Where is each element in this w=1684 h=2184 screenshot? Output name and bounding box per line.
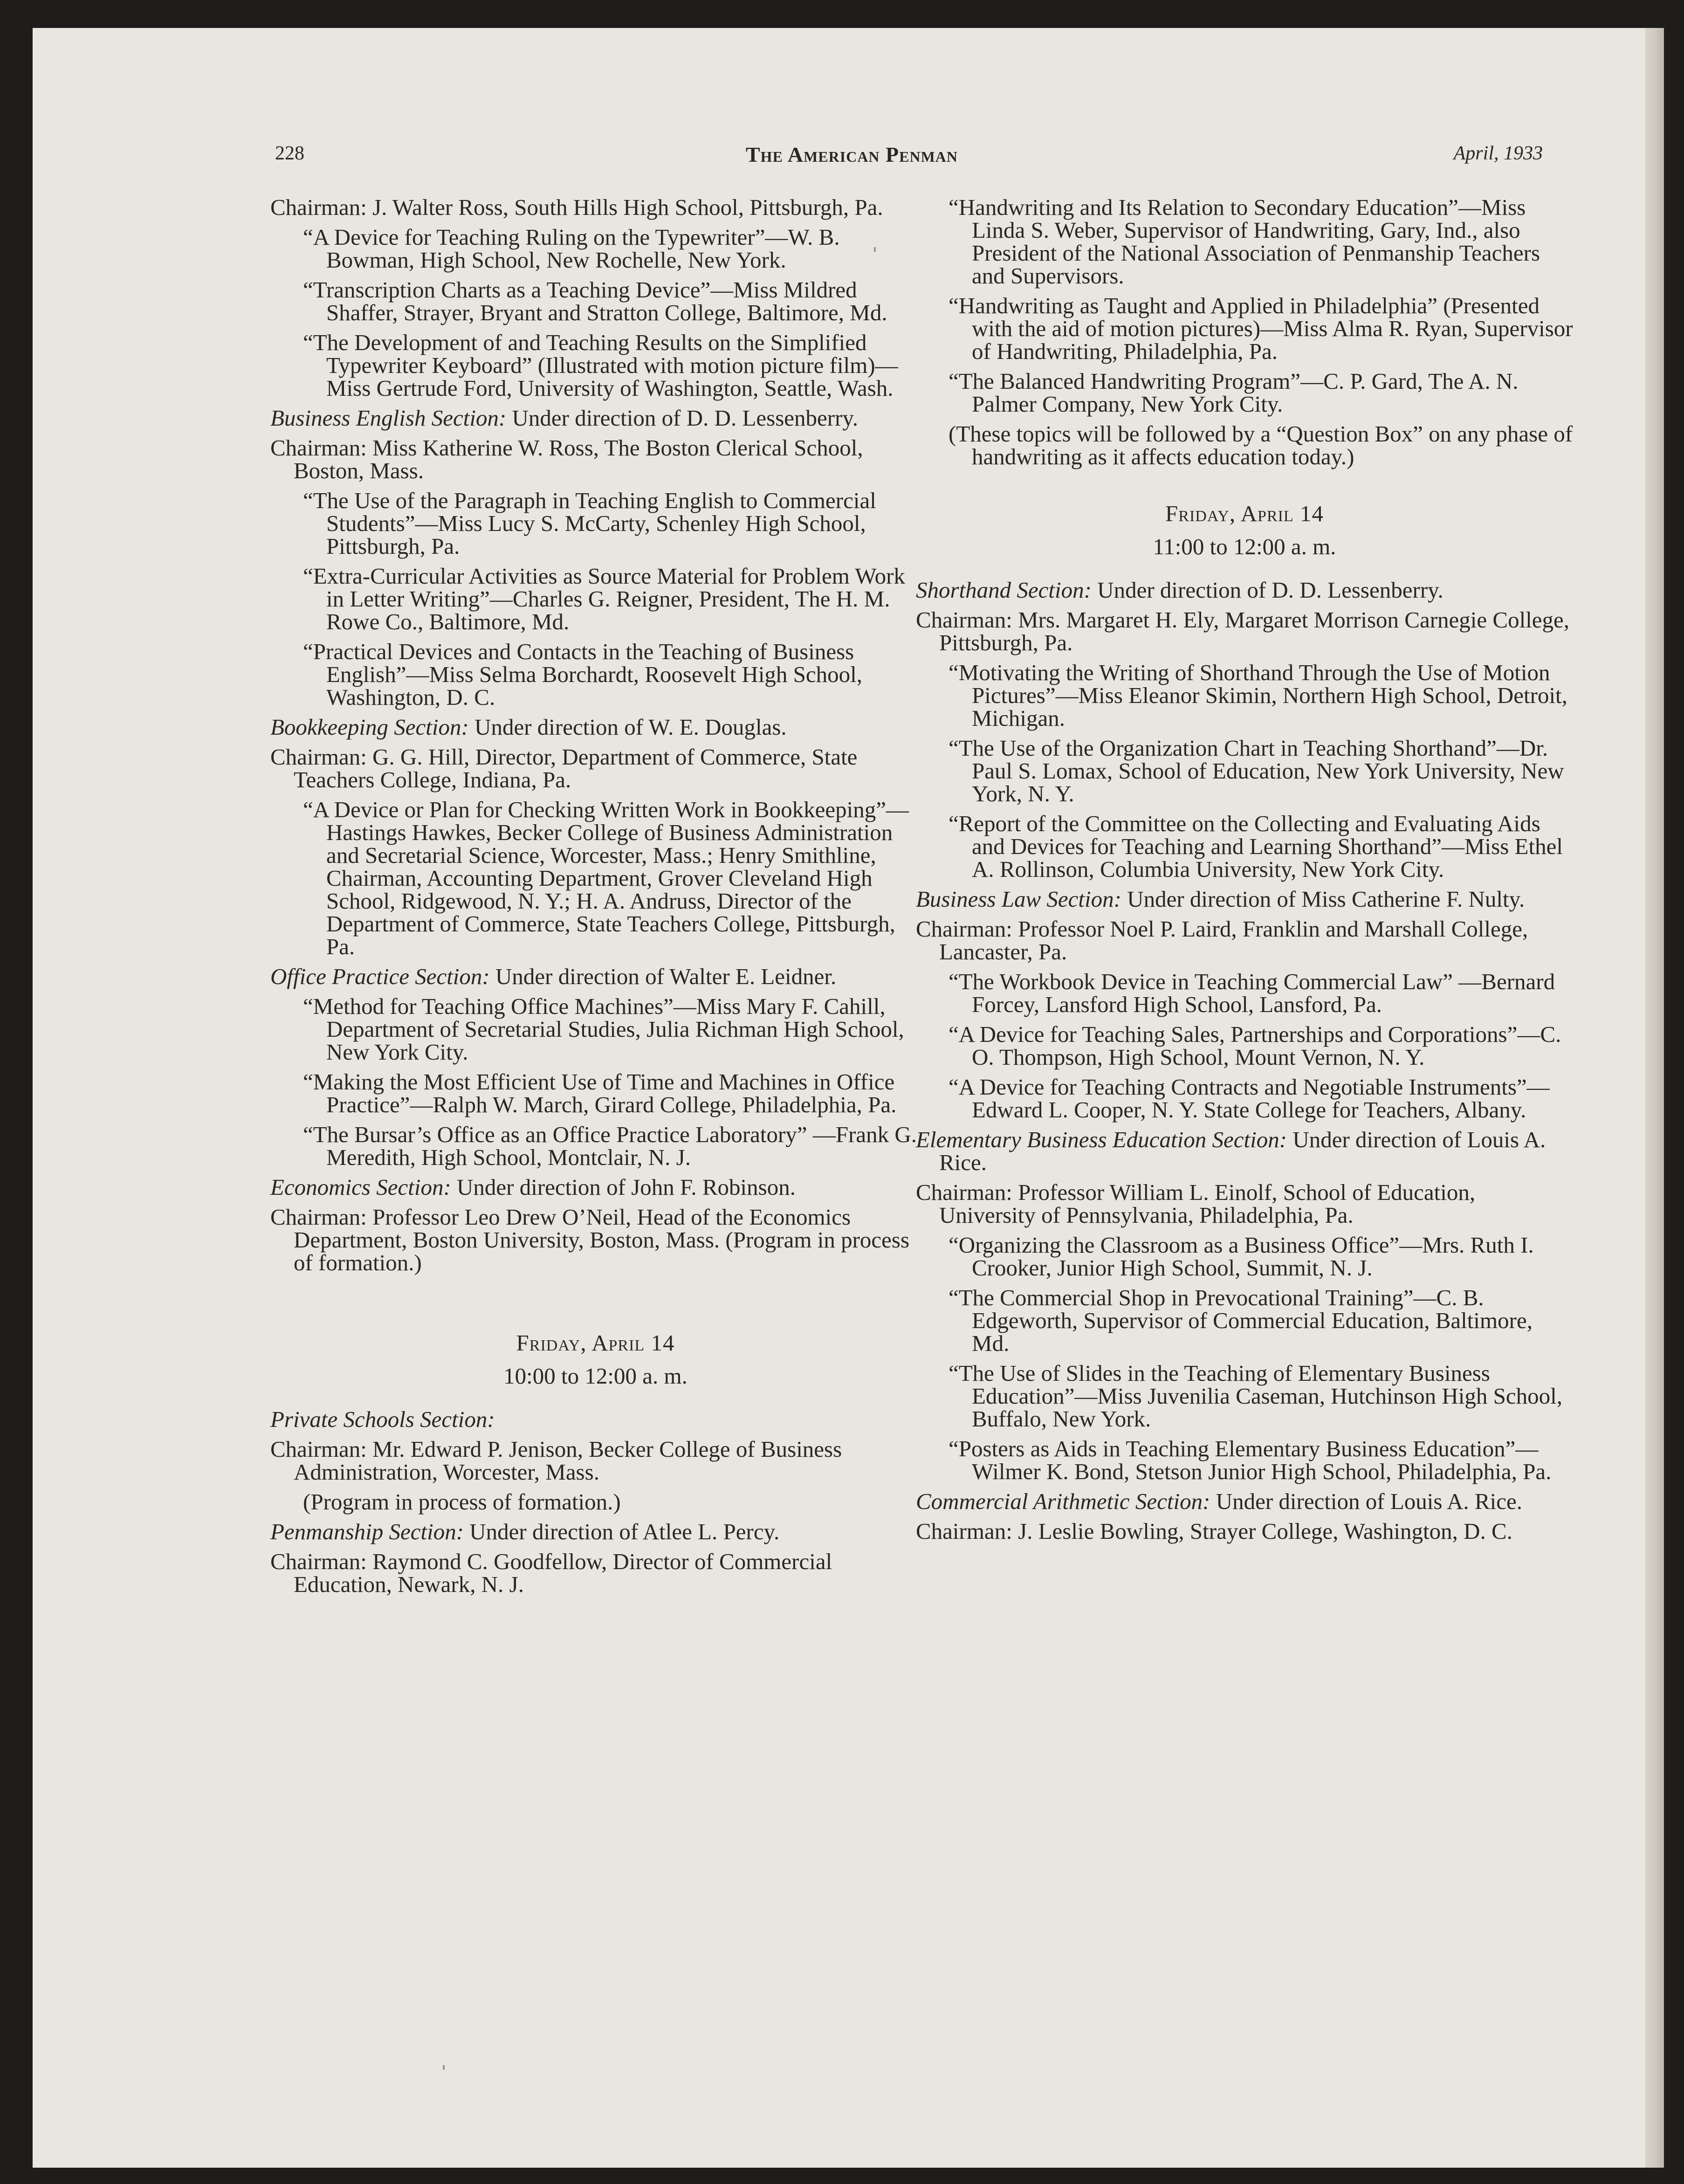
program-item: “The Use of the Paragraph in Teaching English to Commercial Students”—Miss Lucy S. McCarty, Schenley High School, Pittsburgh, Pa.: [303, 488, 876, 559]
program-item: “Practical Devices and Contacts in the Teaching of Business English”—Miss Selma Borchardt, Roosevelt High School, Washington, D. C.: [303, 639, 863, 710]
section-direction: Under direction of D. D. Lessenberry.: [506, 405, 858, 431]
program-item: “A Device for Teaching Sales, Partnerships and Corporations”—C. O. Thompson, High School, Mount Vernon, N. Y.: [949, 1021, 1561, 1070]
program-item: “The Development of and Teaching Results on the Simplified Typewriter Keyboard” (Illustrated with motion picture film)—Miss Gertrude Ford, University of Washington, Seattle, Wash.: [303, 330, 898, 401]
section-heading: [916, 888, 1573, 910]
day-date: Friday, April 14: [1165, 501, 1324, 526]
program-item: “The Balanced Handwriting Program”—C. P. Gard, The A. N. Palmer Company, New York City.: [949, 368, 1519, 417]
section-name: Economics Section:: [270, 1174, 451, 1200]
section-direction: Under direction of D. D. Lessenberry.: [1091, 577, 1443, 603]
section-name: Commercial Arithmetic Section:: [916, 1488, 1210, 1514]
section-heading: [916, 1490, 1573, 1513]
chairman-line: Chairman: Professor Leo Drew O’Neil, Head of the Economics Department, Boston University, Boston, Mass. (Program in process of formation.): [270, 1204, 910, 1275]
section-direction: Under direction of Louis A. Rice.: [1210, 1488, 1522, 1514]
section-direction: Under direction of W. E. Douglas.: [468, 714, 787, 740]
program-item: “The Commercial Shop in Prevocational Training”—C. B. Edgeworth, Supervisor of Commercial Education, Baltimore, Md.: [949, 1285, 1533, 1356]
program-item: “A Device or Plan for Checking Written Work in Bookkeeping”—Hastings Hawkes, Becker College of Business Administration and Secretarial Science, Worcester, Mass.; Henry Smithline, Chairman, Accounting Department, Grover Cleveland High School, Ridgewood, N. Y.; H. A. Andruss, Director of the Department of Commerce, State Teachers College, Pittsburgh, Pa.: [303, 797, 909, 959]
page-sheet: [33, 28, 1664, 2168]
section-direction: Under direction of Atlee L. Percy.: [464, 1519, 780, 1544]
chairman-line: Chairman: Mrs. Margaret H. Ely, Margaret Morrison Carnegie College, Pittsburgh, Pa.: [916, 607, 1570, 655]
program-item: “Extra-Curricular Activities as Source Material for Problem Work in Letter Writing”—Charles G. Reigner, President, The H. M. Rowe Co., Baltimore, Md.: [303, 563, 905, 634]
chairman-line: Chairman: G. G. Hill, Director, Department of Commerce, State Teachers College, Indiana, Pa.: [270, 744, 858, 792]
section-direction: Under direction of Miss Catherine F. Nulty.: [1121, 886, 1525, 912]
program-item: “The Use of the Organization Chart in Teaching Shorthand”—Dr. Paul S. Lomax, School of Education, New York University, New York, N. Y.: [949, 735, 1564, 806]
chairman-line: Chairman: Professor William L. Einolf, School of Education, University of Pennsylvania, Philadelphia, Pa.: [916, 1179, 1476, 1228]
section-name: Business Law Section:: [916, 886, 1121, 912]
program-item: “The Workbook Device in Teaching Commercial Law” —Bernard Forcey, Lansford High School, Lansford, Pa.: [949, 969, 1555, 1017]
section-name: Penmanship Section:: [270, 1519, 464, 1544]
issue-date: April, 1933: [1453, 143, 1543, 164]
section-heading: [270, 1176, 921, 1199]
section-heading: [270, 406, 921, 429]
day-date: Friday, April 14: [516, 1330, 675, 1356]
section-heading: [916, 1128, 1573, 1174]
right-column: [916, 196, 1573, 1550]
program-item: “Report of the Committee on the Collecting and Evaluating Aids and Devices for Teaching and Learning Shorthand”—Miss Ethel A. Rollinson, Columbia University, New York City.: [949, 811, 1563, 882]
day-heading: [270, 1330, 921, 1389]
program-item: “The Use of Slides in the Teaching of Elementary Business Education”—Miss Juvenilia Caseman, Hutchinson High School, Buffalo, New York.: [949, 1360, 1563, 1432]
chairman-line: Chairman: Professor Noel P. Laird, Franklin and Marshall College, Lancaster, Pa.: [916, 916, 1528, 965]
program-item: “Method for Teaching Office Machines”—Miss Mary F. Cahill, Department of Secretarial Studies, Julia Richman High School, New York City.: [303, 993, 904, 1065]
section-heading: [270, 716, 921, 738]
section-name: Private Schools Section:: [270, 1406, 495, 1432]
program-item: “The Bursar’s Office as an Office Practice Laboratory” —Frank G. Meredith, High School, Montclair, N. J.: [303, 1122, 917, 1170]
chairman-line: Chairman: Raymond C. Goodfellow, Director of Commercial Education, Newark, N. J.: [270, 1549, 832, 1597]
section-heading: [270, 1520, 921, 1543]
program-item: “A Device for Teaching Contracts and Negotiable Instruments”—Edward L. Cooper, N. Y. State College for Teachers, Albany.: [949, 1074, 1550, 1123]
program-item: “Motivating the Writing of Shorthand Through the Use of Motion Pictures”—Miss Eleanor Skimin, Northern High School, Detroit, Michigan.: [949, 660, 1567, 731]
paper-speck: [443, 2065, 445, 2070]
chairman-line: Chairman: J. Leslie Bowling, Strayer College, Washington, D. C.: [916, 1518, 1512, 1544]
section-heading: [916, 579, 1573, 601]
section-name: Business English Section:: [270, 405, 507, 431]
program-note: (These topics will be followed by a “Question Box” on any phase of handwriting as it affects education today.): [949, 421, 1573, 469]
day-time: 11:00 to 12:00 a. m.: [1153, 534, 1336, 559]
page-edge: [1645, 28, 1664, 2168]
section-direction: Under direction of Walter E. Leidner.: [489, 964, 837, 989]
section-heading: [270, 1408, 921, 1431]
program-item: “Transcription Charts as a Teaching Device”—Miss Mildred Shaffer, Strayer, Bryant and Stratton College, Baltimore, Md.: [303, 277, 887, 325]
page-number: 228: [275, 143, 304, 164]
left-column: [270, 196, 921, 1603]
section-direction: Under direction of John F. Robinson.: [451, 1174, 796, 1200]
section-name: Office Practice Section:: [270, 964, 490, 989]
program-item: “Posters as Aids in Teaching Elementary Business Education”—Wilmer K. Bond, Stetson Junior High School, Philadelphia, Pa.: [949, 1436, 1552, 1484]
chairman-line: Chairman: Mr. Edward P. Jenison, Becker College of Business Administration, Worcester, Mass.: [270, 1436, 842, 1485]
section-name: Elementary Business Education Section:: [916, 1127, 1287, 1152]
section-name: Shorthand Section:: [916, 577, 1092, 603]
running-title: The American Penman: [746, 143, 958, 166]
chairman-line: Chairman: J. Walter Ross, South Hills High School, Pittsburgh, Pa.: [270, 194, 883, 220]
program-item: “Handwriting as Taught and Applied in Philadelphia” (Presented with the aid of motion pictures)—Miss Alma R. Ryan, Supervisor of Handwriting, Philadelphia, Pa.: [949, 293, 1573, 364]
section-heading: [270, 965, 921, 988]
chairman-line: Chairman: Miss Katherine W. Ross, The Boston Clerical School, Boston, Mass.: [270, 435, 863, 483]
program-item: “Making the Most Efficient Use of Time and Machines in Office Practice”—Ralph W. March, Girard College, Philadelphia, Pa.: [303, 1069, 897, 1117]
section-direction: Under direction of Louis A. Rice.: [939, 1127, 1546, 1175]
program-item: “A Device for Teaching Ruling on the Typewriter”—W. B. Bowman, High School, New Rochelle, New York.: [303, 224, 840, 273]
program-item: “Organizing the Classroom as a Business Office”—Mrs. Ruth I. Crooker, Junior High School, Summit, N. J.: [949, 1232, 1534, 1281]
program-note: (Program in process of formation.): [303, 1489, 621, 1515]
paper-speck: [874, 247, 876, 252]
section-name: Bookkeeping Section:: [270, 714, 469, 740]
day-heading: [916, 501, 1573, 560]
program-item: “Handwriting and Its Relation to Secondary Education”—Miss Linda S. Weber, Supervisor of Handwriting, Gary, Ind., also President of the National Association of Penmanship Teachers and Supervisors.: [949, 194, 1540, 289]
day-time: 10:00 to 12:00 a. m.: [503, 1363, 687, 1389]
